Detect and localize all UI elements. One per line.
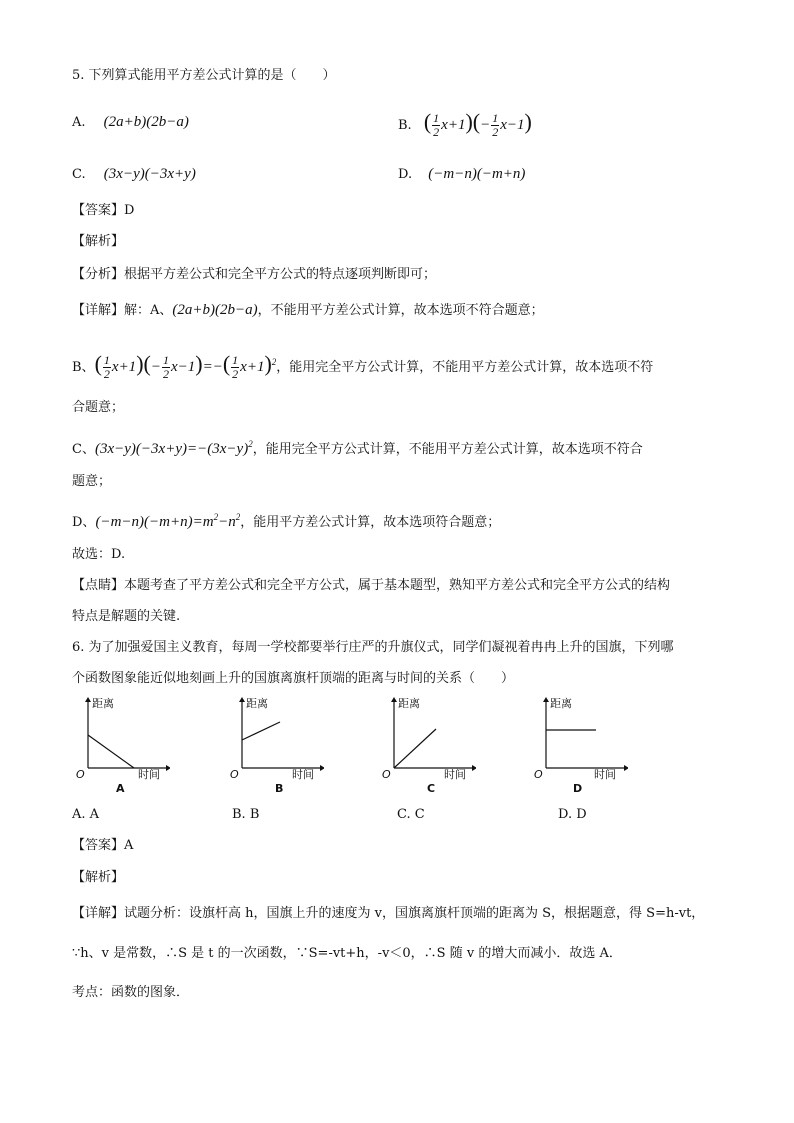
graph-b-caption: B	[275, 782, 284, 795]
q5-detail-a	[72, 300, 544, 321]
graph-c-svg	[376, 694, 476, 796]
q6-detail-text: 试题分析：设旗杆高 h，国旗上升的速度为 v，国旗离旗杆顶端的距离为 S，根据题意，得 S=h-vt，	[124, 906, 705, 921]
graph-a-xlabel: 时间	[138, 768, 160, 781]
graph-d	[528, 694, 628, 800]
dianjing-text: 本题考查了平方差公式和完全平方公式，属于基本题型，熟知平方差公式和完全平方公式的结构	[124, 578, 671, 593]
q6-answer-value: A	[124, 838, 134, 853]
detail-a-text: ，不能用平方差公式计算，故本选项不符合题意；	[257, 303, 544, 318]
graph-a-y-arrow	[85, 697, 91, 702]
graph-b-y-arrow	[239, 697, 245, 702]
q5-analysis-tag: 【解析】	[72, 234, 125, 249]
q5-dianjing-cont: 特点是解题的关键.	[72, 609, 181, 624]
detail-b-prefix: B、	[72, 360, 95, 375]
q6-detail-line2: ∵h、v 是常数，∴S 是 t 的一次函数，∵S=-vt+h，-v＜0，∴S 随 v 的增大而减小．故选 A．	[72, 946, 622, 961]
q6-kaodian: 考点：函数的图象．	[72, 985, 190, 1000]
graph-c-caption: C	[427, 782, 436, 795]
answer-value: D	[124, 203, 135, 218]
q6-option-d: D. D	[558, 807, 587, 822]
q6-analysis-tag: 【解析】	[72, 870, 125, 885]
graph-b-x-arrow	[320, 765, 324, 771]
detail-d-prefix: D、	[72, 515, 96, 530]
q5-option-d-label: D.	[398, 167, 413, 182]
graph-c-ylabel: 距离	[398, 697, 420, 710]
detail-c-text: ，能用完全平方公式计算，不能用平方差公式计算，故本选项不符合	[252, 442, 643, 457]
q6-answer	[72, 836, 133, 856]
q5-detail-b-cont: 合题意；	[72, 400, 125, 415]
graph-a-x-arrow	[166, 765, 170, 771]
detail-b-expr: ( $\frac{1}{2}$ x+1)(− $\frac{1}{2}$ x−1)=−( $\frac{1}{2}$ x+1)$^2$	[94, 351, 277, 382]
detail-a-expr: (2a+b)(2b−a)	[172, 302, 258, 318]
q5-option-b-label: B.	[398, 118, 412, 133]
graph-c-xlabel: 时间	[444, 768, 466, 781]
q6-answer-tag: 【答案】	[72, 838, 125, 853]
answer-tag: 【答案】	[72, 203, 125, 218]
fenxi-tag: 【分析】	[72, 267, 125, 282]
graph-d-caption: D	[573, 782, 583, 795]
detail-c-prefix: C、	[72, 442, 95, 457]
graph-b	[224, 694, 324, 800]
graph-c	[376, 694, 476, 800]
graph-b-ylabel: 距离	[246, 697, 268, 710]
detail-intro: 解：A、	[124, 303, 173, 318]
detail-c-expr: $(3x-y)(-3x+y)=-(3x-y)^2$	[94, 439, 253, 457]
q5-option-a-expr: (2a+b)(2b−a)	[103, 114, 189, 130]
graph-a-origin: O	[76, 768, 85, 781]
q5-conclusion: 故选：D.	[72, 547, 126, 562]
q6-option-b: B. B	[232, 807, 260, 822]
graph-a	[70, 694, 170, 800]
q5-answer	[72, 201, 134, 221]
dianjing-tag: 【点睛】	[72, 578, 125, 593]
fenxi-text: 根据平方差公式和完全平方公式的特点逐项判断即可；	[124, 267, 437, 282]
graph-c-x-arrow	[472, 765, 476, 771]
graph-d-y-arrow	[543, 697, 549, 702]
q6-detail-line1	[72, 904, 704, 924]
q6-stem-line1: 6. 为了加强爱国主义教育，每周一学校都要举行庄严的升旗仪式，同学们凝视着冉冉上升的国旗，下列哪	[72, 640, 674, 655]
graph-a-ylabel: 距离	[92, 697, 114, 710]
graph-b-line	[242, 722, 280, 740]
graph-c-line	[394, 729, 436, 768]
q6-stem-line2: 个函数图象能近似地刻画上升的国旗离旗杆顶端的距离与时间的关系（ ）	[72, 671, 515, 686]
graph-d-xlabel: 时间	[594, 768, 616, 781]
q6-detail-tag: 【详解】	[72, 906, 125, 921]
q5-option-b-expr: ( $\frac{1}{2}$ x+1)(− $\frac{1}{2}$ x−1)	[423, 109, 532, 140]
graph-b-origin: O	[230, 768, 239, 781]
q5-option-a	[72, 112, 189, 133]
q5-detail-c-cont: 题意；	[72, 474, 112, 489]
graph-d-x-arrow	[624, 765, 628, 771]
q5-detail-d	[72, 507, 500, 533]
q5-option-d	[398, 164, 525, 185]
detail-d-text: ，能用平方差公式计算，故本选项符合题意；	[240, 515, 501, 530]
graph-a-svg	[70, 694, 170, 796]
graph-c-origin: O	[382, 768, 391, 781]
q5-stem: 5. 下列算式能用平方差公式计算的是（ ）	[72, 68, 336, 83]
detail-tag: 【详解】	[72, 303, 125, 318]
graph-a-line	[88, 735, 134, 768]
q5-option-c-expr: (3x−y)(−3x+y)	[103, 166, 196, 182]
detail-b-text: ，能用完全平方公式计算，不能用平方差公式计算，故本选项不符	[276, 360, 654, 375]
graph-d-origin: O	[534, 768, 543, 781]
detail-d-expr: $(-m-n)(-m+n)=m^2-n^2$	[95, 512, 241, 530]
q5-option-c-label: C.	[72, 167, 86, 182]
q5-option-b	[398, 106, 532, 142]
q5-option-c	[72, 164, 196, 185]
q5-option-a-label: A.	[72, 115, 86, 130]
graph-b-xlabel: 时间	[292, 768, 314, 781]
graph-a-caption: A	[116, 782, 125, 795]
q5-detail-c	[72, 434, 643, 460]
graph-d-ylabel: 距离	[550, 697, 572, 710]
graph-c-y-arrow	[391, 697, 397, 702]
q5-detail-b	[72, 346, 653, 384]
graph-d-svg	[528, 694, 628, 796]
q5-option-d-expr: (−m−n)(−m+n)	[428, 166, 526, 182]
q6-option-a: A. A	[72, 807, 100, 822]
q5-fenxi	[72, 265, 436, 285]
q5-dianjing	[72, 576, 670, 596]
q6-option-c: C. C	[397, 807, 425, 822]
graph-b-svg	[224, 694, 324, 796]
